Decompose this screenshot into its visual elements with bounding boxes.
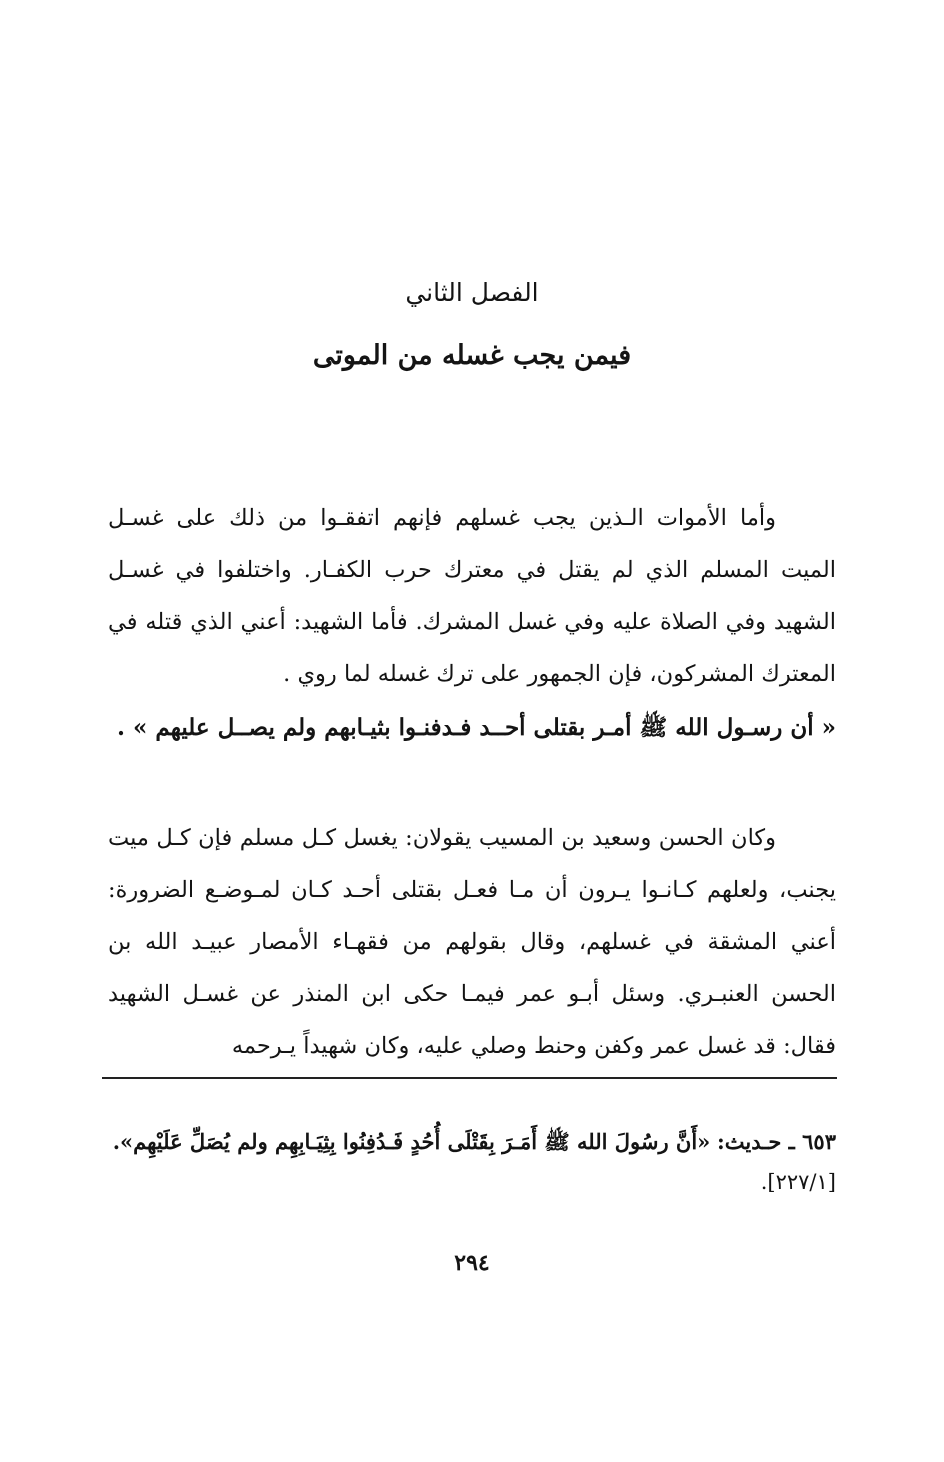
body-paragraph-2: وكان الحسن وسعيد بن المسيب يقولان: يغسل كـل مسلم فإن كـل ميت يجنب، ولعلهم كـانـوا يـرون أن مـا فعـل بقتلى أحـد كـان لمـوضـع الضرورة: أعني المشقة في غسلهم، وقال بقولهم من فقهـاء الأمصار عبيـد الله بن الحسن العنبـري. وسئل أبـو عمر فيمـا حكى ابن المنذر عن غسـل الشهيد فقال: قد غسل عمر وكفن وحنط وصلي عليه، وكان شهيداً يـرحمه <box>108 825 836 1059</box>
footnote-hadith: «أَنَّ رسُولَ الله ﷺ أَمَـرَ بِقَتْلَى أُحُدٍ فَـدُفِنُوا بِثِيَـابِهِم ولم يُصَلِّ عَلَيْهِم». <box>112 1129 711 1154</box>
footnote-divider <box>102 1077 837 1079</box>
hadith-quote: « أن رسـول الله ﷺ أمـر بقتلى أحــد فـدفنـوا بثيـابهم ولم يصــل عليهم » . <box>117 714 836 741</box>
chapter-title: فيمن يجب غسله من الموتى <box>312 340 632 371</box>
footnote <box>108 1122 836 1202</box>
footnote-line-1 <box>108 1122 836 1162</box>
footnote-reference: [٢٢٧/١]. <box>760 1170 836 1194</box>
chapter-label: الفصل الثاني <box>405 278 539 307</box>
page-number: ٢٩٤ <box>454 1250 490 1276</box>
footnote-label: ٦٥٣ ـ حـديث: <box>717 1129 836 1154</box>
body-paragraph-1: وأما الأموات الـذين يجب غسلهم فإنهم اتفقـوا من ذلك على غسـل الميت المسلم الذي لم يقتل في معترك حرب الكفـار. واختلفوا في غسـل الشهيد وفي الصلاة عليه وفي غسل المشرك. فأما الشهيد: أعني الذي قتله في المعترك المشركون، فإن الجمهور على ترك غسله لما روي . <box>108 505 836 687</box>
